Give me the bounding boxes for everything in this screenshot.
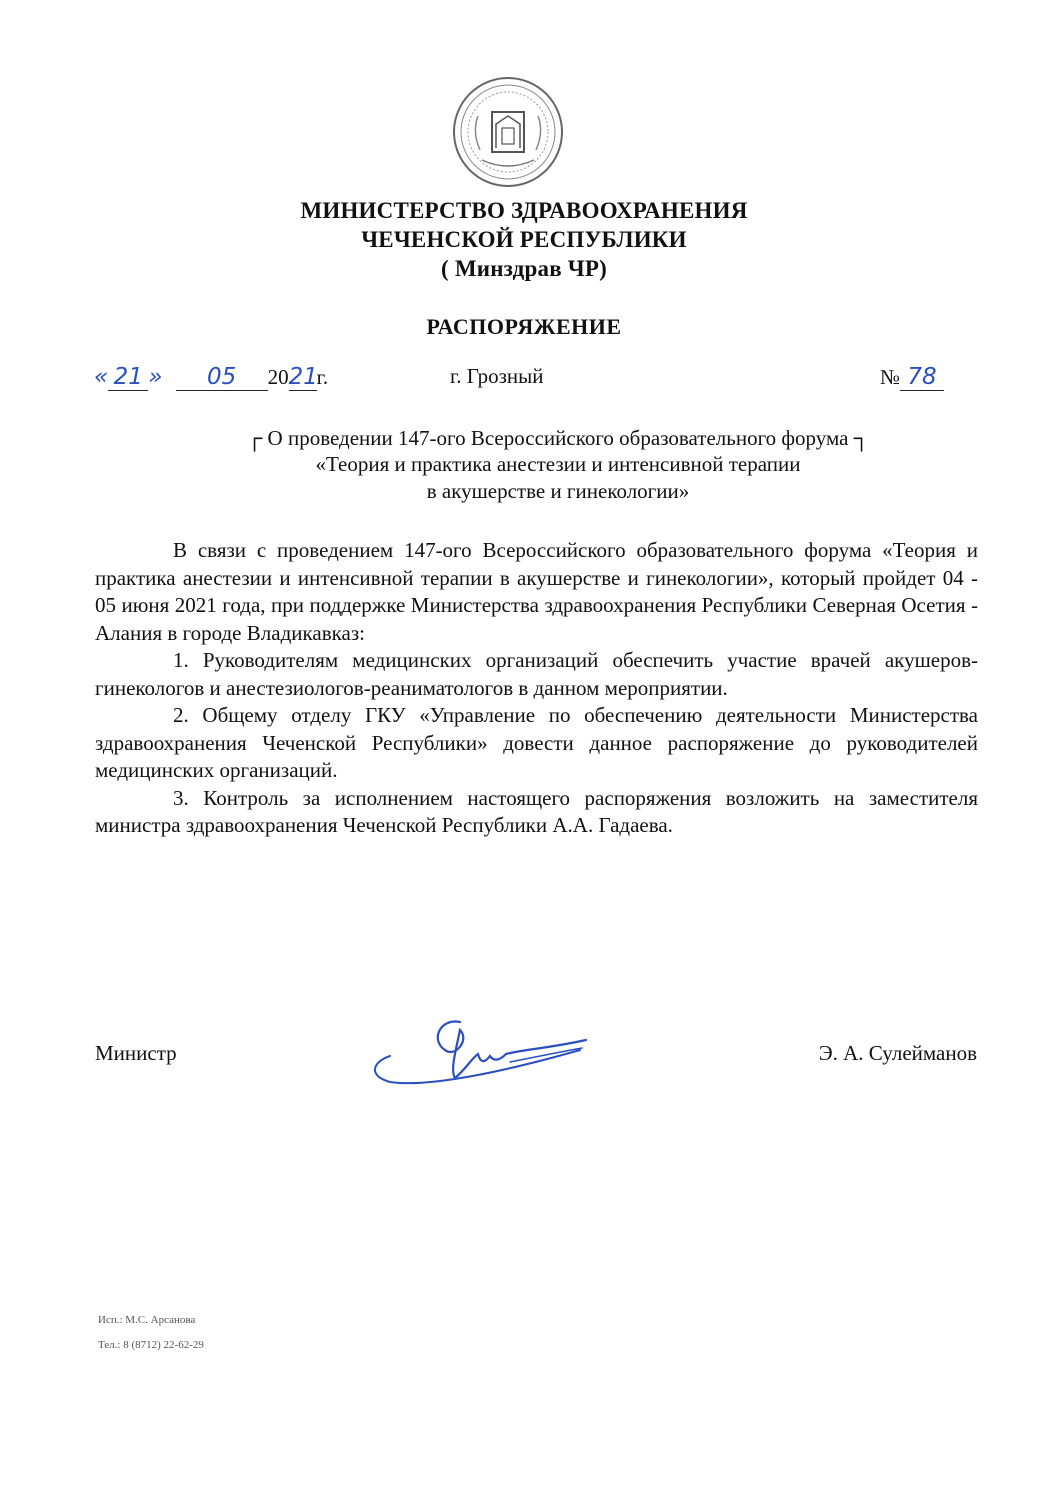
date-day: 21 <box>108 364 148 391</box>
subject-bracket-left: ┌ <box>246 425 263 450</box>
org-name-line2: ЧЕЧЕНСКОЙ РЕСПУБЛИКИ <box>361 227 687 252</box>
org-short-name: ( Минздрав ЧР) <box>441 256 607 281</box>
date-open-quote: « <box>94 364 109 390</box>
body-item-1: 1. Руководителям медицинских организаций обеспечить участие врачей акушеров-гинекологов и анестезиологов-реаниматологов в данном мероприятии. <box>95 648 978 700</box>
signatory-position: Министр <box>95 1041 177 1065</box>
subject-line3: в акушерстве и гинекологии» <box>426 479 690 503</box>
subject-line2: «Теория и практика анестезии и интенсивной терапии <box>315 452 801 476</box>
org-name-line1: МИНИСТЕРСТВО ЗДРАВООХРАНЕНИЯ <box>300 198 748 223</box>
document-type-title: РАСПОРЯЖЕНИЕ <box>426 314 622 339</box>
body-intro-paragraph: В связи с проведением 147-ого Всероссийского образовательного форума «Теория и практика анестезии и интенсивной терапии в акушерстве и гинекологии», который пройдет 04 - 05 июня 2021 года, при поддержке Министерства здравоохранения Республики Северная Осетия - Алания в городе Владикавказ: <box>95 538 978 645</box>
handwritten-signature <box>360 1010 595 1090</box>
date-close-quote: » <box>148 364 163 390</box>
number-label: № <box>880 365 901 389</box>
document-body <box>95 537 978 840</box>
subject-line1 <box>178 424 938 452</box>
number-value: 78 <box>900 364 944 391</box>
document-date <box>94 364 328 391</box>
date-year-label: г. <box>316 365 329 389</box>
subject-text-line1: О проведении 147-ого Всероссийского образовательного форума <box>267 426 849 450</box>
body-item-3: 3. Контроль за исполнением настоящего распоряжения возложить на заместителя министра здравоохранения Чеченской Республики А.А. Гадаева. <box>95 785 978 837</box>
body-item-2: 2. Общему отделу ГКУ «Управление по обеспечению деятельности Министерства здравоохранения Чеченской Республики» довести данное распоряжение до руководителей медицинских организаций. <box>95 703 978 782</box>
date-year-prefix: 20 <box>267 365 289 389</box>
date-month: 05 <box>176 364 268 391</box>
executor-phone: Тел.: 8 (8712) 22-62-29 <box>98 1339 204 1351</box>
chechen-republic-emblem-icon <box>452 76 564 188</box>
document-city: г. Грозный <box>450 364 544 388</box>
subject-bracket-right: ┐ <box>853 425 870 450</box>
signatory-name: Э. А. Сулейманов <box>818 1041 977 1065</box>
document-number <box>880 364 944 391</box>
executor-name: Исп.: М.С. Арсанова <box>98 1314 196 1326</box>
date-year-suffix: 21 <box>288 364 318 390</box>
